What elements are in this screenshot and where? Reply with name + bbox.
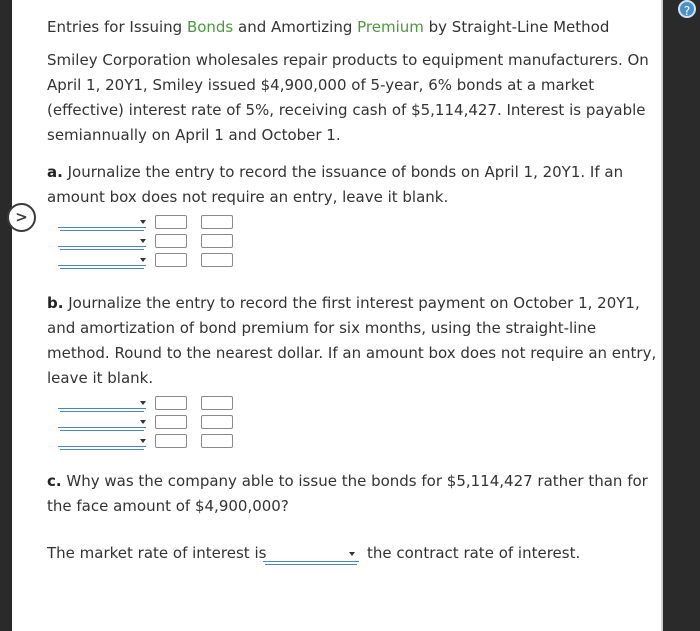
part-a-instructions <box>47 160 659 210</box>
market-rate-sentence-end: the contract rate of interest. <box>367 544 581 562</box>
debit-amount-input[interactable] <box>155 234 187 248</box>
part-c-question <box>47 469 659 519</box>
dropdown-arrow-icon <box>140 420 146 424</box>
debit-amount-input[interactable] <box>155 396 187 410</box>
part-c-label: c. <box>47 472 62 490</box>
right-dark-margin <box>661 0 700 631</box>
left-dark-margin <box>0 0 12 631</box>
credit-amount-input[interactable] <box>201 415 233 429</box>
credit-amount-input[interactable] <box>201 396 233 410</box>
credit-amount-input[interactable] <box>201 253 233 267</box>
help-icon[interactable]: ? <box>678 0 696 18</box>
account-select[interactable] <box>58 217 146 228</box>
part-c-text: Why was the company able to issue the bonds for $5,114,427 rather than for the face amount of $4,900,000? <box>47 472 648 515</box>
expand-chevron-icon[interactable]: > <box>7 203 36 232</box>
account-select[interactable] <box>58 398 146 409</box>
dropdown-arrow-icon <box>140 258 146 262</box>
page-title <box>47 18 609 36</box>
dropdown-arrow-icon <box>140 220 146 224</box>
debit-amount-input[interactable] <box>155 253 187 267</box>
credit-amount-input[interactable] <box>201 215 233 229</box>
dropdown-arrow-icon <box>140 401 146 405</box>
market-rate-comparison-select[interactable] <box>263 548 359 562</box>
part-b-instructions <box>47 291 659 391</box>
dropdown-arrow-icon <box>140 239 146 243</box>
credit-amount-input[interactable] <box>201 234 233 248</box>
account-select[interactable] <box>58 255 146 266</box>
part-b-text: Journalize the entry to record the first interest payment on October 1, 20Y1, and amortization of bond premium for six months, using the straight-line method. Round to the nearest dollar. If an amount box does not require an entry, leave it blank. <box>47 294 657 387</box>
title-suffix: by Straight-Line Method <box>423 18 610 36</box>
premium-link[interactable]: Premium <box>357 18 424 36</box>
title-prefix: Entries for Issuing <box>47 18 187 36</box>
debit-amount-input[interactable] <box>155 415 187 429</box>
account-select[interactable] <box>58 417 146 428</box>
dropdown-arrow-icon <box>140 439 146 443</box>
debit-amount-input[interactable] <box>155 215 187 229</box>
debit-amount-input[interactable] <box>155 434 187 448</box>
part-b-label: b. <box>47 294 64 312</box>
account-select[interactable] <box>58 236 146 247</box>
account-select[interactable] <box>58 436 146 447</box>
problem-intro: Smiley Corporation wholesales repair products to equipment manufacturers. On April 1, 20Y1, Smiley issued $4,900,000 of 5-year, 6% bonds at a market (effective) interest rate of 5%, receiving cash of $5,114,427. Interest is payable semiannually on April 1 and October 1. <box>47 51 649 144</box>
market-rate-sentence-start: The market rate of interest is <box>47 544 267 562</box>
part-a-text: Journalize the entry to record the issuance of bonds on April 1, 20Y1. If an amount box does not require an entry, leave it blank. <box>47 163 624 206</box>
right-scroll-edge <box>661 0 663 631</box>
dropdown-arrow-icon <box>349 552 355 556</box>
title-middle: and Amortizing <box>233 18 358 36</box>
part-a-label: a. <box>47 163 63 181</box>
credit-amount-input[interactable] <box>201 434 233 448</box>
bonds-link[interactable]: Bonds <box>186 18 234 36</box>
